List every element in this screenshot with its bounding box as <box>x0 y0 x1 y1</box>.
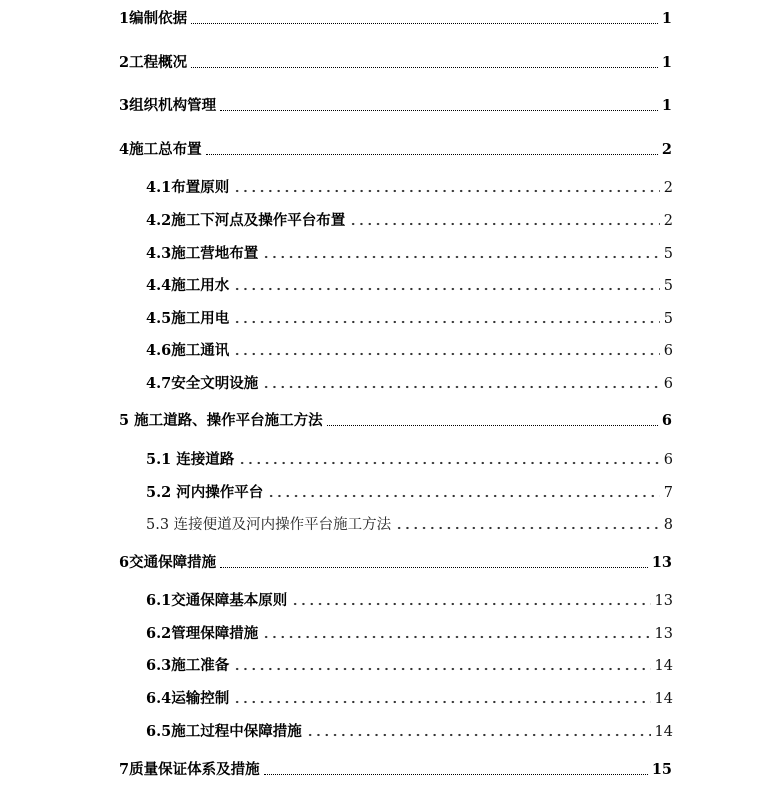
toc-entry-4-4[interactable] <box>146 279 673 294</box>
dot-leader <box>233 320 660 324</box>
toc-entry-label <box>146 312 229 327</box>
dot-leader <box>262 255 660 259</box>
toc-entry-page: 6 <box>661 412 672 429</box>
toc-entry-title: 交通保障措施 <box>129 554 217 571</box>
toc-entry-6-4[interactable] <box>146 692 673 707</box>
toc-entry-title: 运输控制 <box>171 690 230 707</box>
toc-entry-page: 15 <box>651 761 672 778</box>
toc-entry-5[interactable] <box>119 414 672 429</box>
dot-leader <box>395 526 660 530</box>
toc-entry-number: 6 <box>119 554 130 571</box>
toc-entry-label <box>146 627 258 642</box>
toc-entry-page: 13 <box>651 554 672 571</box>
toc-entry-number: 7 <box>119 761 130 778</box>
toc-entry-number: 6.3 <box>146 657 172 674</box>
dot-leader <box>233 287 660 291</box>
toc-entry-number: 4.7 <box>146 375 172 392</box>
toc-entry-6[interactable] <box>119 556 672 571</box>
toc-entry-title: 施工总布置 <box>129 141 202 158</box>
toc-entry-title: 连接便道及河内操作平台施工方法 <box>173 517 392 533</box>
toc-entry-page: 8 <box>663 517 673 533</box>
dot-leader <box>264 774 648 775</box>
toc-entry-label <box>119 12 187 27</box>
toc-entry-page: 14 <box>654 658 673 674</box>
toc-entry-title: 施工营地布置 <box>171 245 259 262</box>
toc-entry-label <box>146 453 234 468</box>
toc-entry-label <box>119 56 187 71</box>
toc-entry-number: 6.1 <box>146 592 172 609</box>
toc-entry-title: 安全文明设施 <box>171 375 259 392</box>
toc-entry-6-5[interactable] <box>146 725 673 740</box>
toc-entry-title: 布置原则 <box>171 179 230 196</box>
toc-entry-title: 河内操作平台 <box>176 484 264 501</box>
toc-entry-page: 6 <box>663 343 673 359</box>
toc-entry-page: 2 <box>663 213 673 229</box>
dot-leader <box>238 461 659 465</box>
toc-entry-label <box>146 279 229 294</box>
toc-entry-page: 13 <box>654 593 673 609</box>
dot-leader <box>267 494 659 498</box>
dot-leader <box>233 667 650 671</box>
toc-entry-4-5[interactable] <box>146 312 673 327</box>
toc-entry-page: 5 <box>663 246 673 262</box>
toc-entry-number: 6.4 <box>146 690 172 707</box>
dot-leader <box>233 189 660 193</box>
toc-entry-4-7[interactable] <box>146 377 673 392</box>
toc-entry-title: 编制依据 <box>129 10 188 27</box>
toc-entry-7[interactable] <box>119 763 672 778</box>
toc-entry-page: 6 <box>663 452 673 468</box>
toc-entry-label <box>146 594 287 609</box>
toc-entry-label <box>146 214 345 229</box>
toc-entry-page: 1 <box>661 97 672 114</box>
toc-entry-number: 4.2 <box>146 212 172 229</box>
toc-entry-label <box>146 377 258 392</box>
dot-leader <box>220 110 658 111</box>
dot-leader <box>220 567 648 568</box>
toc-entry-title: 施工下河点及操作平台布置 <box>171 212 346 229</box>
toc-entry-page: 13 <box>654 626 673 642</box>
toc-entry-title: 施工道路、操作平台施工方法 <box>134 412 323 429</box>
toc-entry-4-2[interactable] <box>146 214 673 229</box>
toc-entry-page: 5 <box>663 278 673 294</box>
toc-entry-title: 连接道路 <box>176 451 235 468</box>
toc-entry-number: 4.1 <box>146 179 172 196</box>
toc-entry-title: 质量保证体系及措施 <box>129 761 260 778</box>
dot-leader <box>349 222 660 226</box>
toc-entry-page: 1 <box>661 10 672 27</box>
dot-leader <box>262 635 650 639</box>
dot-leader <box>233 352 660 356</box>
toc-entry-number: 4.6 <box>146 342 172 359</box>
dot-leader <box>262 385 660 389</box>
toc-entry-2[interactable] <box>119 56 672 71</box>
toc-entry-page: 14 <box>654 691 673 707</box>
dot-leader <box>191 23 658 24</box>
toc-entry-page: 5 <box>663 311 673 327</box>
toc-entry-label <box>119 414 323 429</box>
toc-entry-page: 2 <box>663 180 673 196</box>
toc-entry-page: 6 <box>663 376 673 392</box>
toc-entry-number: 5.1 <box>146 451 172 468</box>
toc-entry-page: 7 <box>663 485 673 501</box>
dot-leader <box>306 733 651 737</box>
toc-entry-4-3[interactable] <box>146 247 673 262</box>
toc-entry-label <box>146 518 391 533</box>
toc-entry-4-6[interactable] <box>146 344 673 359</box>
toc-entry-label <box>146 181 229 196</box>
toc-entry-label <box>119 556 216 571</box>
toc-entry-label <box>146 692 229 707</box>
toc-entry-title: 交通保障基本原则 <box>171 592 288 609</box>
toc-entry-title: 施工用水 <box>171 277 230 294</box>
toc-entry-6-2[interactable] <box>146 627 673 642</box>
toc-entry-title: 施工用电 <box>171 310 230 327</box>
toc-entry-title: 管理保障措施 <box>171 625 259 642</box>
toc-entry-number: 4.5 <box>146 310 172 327</box>
toc-entry-4[interactable] <box>119 143 672 158</box>
dot-leader <box>191 67 658 68</box>
toc-entry-number: 4.4 <box>146 277 172 294</box>
toc-entry-title: 组织机构管理 <box>129 97 217 114</box>
dot-leader <box>291 602 650 606</box>
toc-entry-label <box>119 143 202 158</box>
toc-entry-label <box>146 725 302 740</box>
toc-entry-number: 6.5 <box>146 723 172 740</box>
toc-entry-6-1[interactable] <box>146 594 673 609</box>
toc-entry-title: 施工通讯 <box>171 342 230 359</box>
toc-entry-number: 3 <box>119 97 130 114</box>
toc-entry-label <box>146 344 229 359</box>
dot-leader <box>233 700 650 704</box>
toc-entry-number: 1 <box>119 10 130 27</box>
toc-entry-4-1[interactable] <box>146 181 673 196</box>
toc-entry-title: 施工准备 <box>171 657 230 674</box>
toc-entry-5-1[interactable] <box>146 453 673 468</box>
toc-entry-5-2[interactable] <box>146 486 673 501</box>
toc-entry-1[interactable] <box>119 12 672 27</box>
toc-entry-page: 2 <box>661 141 672 158</box>
toc-entry-number: 5.3 <box>146 517 170 533</box>
toc-entry-label <box>119 763 260 778</box>
toc-entry-number: 4.3 <box>146 245 172 262</box>
toc-entry-5-3[interactable] <box>146 518 673 533</box>
toc-entry-title: 施工过程中保障措施 <box>171 723 302 740</box>
toc-entry-label <box>119 99 216 114</box>
toc-entry-number: 5.2 <box>146 484 172 501</box>
dot-leader <box>206 154 658 155</box>
toc-entry-label <box>146 659 229 674</box>
toc-entry-title: 工程概况 <box>129 54 188 71</box>
toc-entry-number: 2 <box>119 54 130 71</box>
toc-entry-number: 4 <box>119 141 130 158</box>
toc-entry-page: 1 <box>661 54 672 71</box>
toc-entry-label <box>146 247 258 262</box>
toc-entry-number: 5 <box>119 412 130 429</box>
toc-entry-label <box>146 486 263 501</box>
toc-entry-6-3[interactable] <box>146 659 673 674</box>
toc-entry-number: 6.2 <box>146 625 172 642</box>
toc-entry-page: 14 <box>654 724 673 740</box>
dot-leader <box>327 425 658 426</box>
toc-entry-3[interactable] <box>119 99 672 114</box>
